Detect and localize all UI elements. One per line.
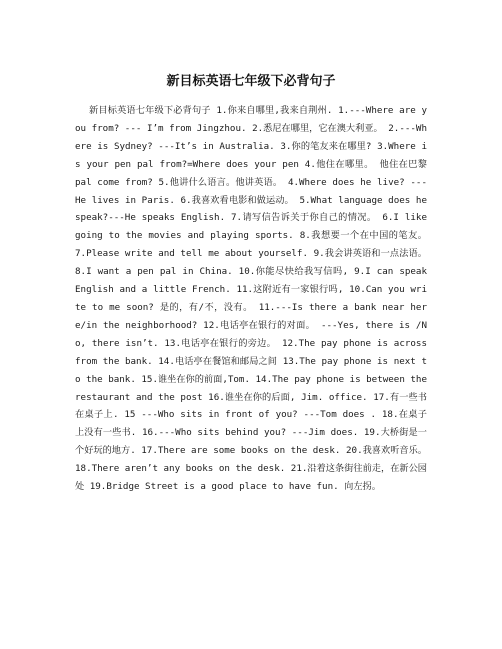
document-body-paragraph: 新目标英语七年级下必背句子 1.你来自哪里,我来自荆州. 1.---Where are you from? --- I’m from Jingzhou. 2.悉尼在哪里，它在澳大利亚。 2.---Where is Sydney? ---It’s in Australia. 3.你的笔友来在哪里? 3.Where is your pen pal from?=Where does your pen 4.他住在哪里。 他住在巴黎 pal come from? 5.他讲什么语言。他讲英语。 4.Where does he live? ---He lives in Paris. 6.我喜欢看电影和做运动。 5.What language does he speak?---He speaks English. 7.请写信告诉关于你自己的情况。 6.I like going to the movies and playing sports. 8.我想要一个在中国的笔友。 7.Please write and tell me about yourself. 9.我会讲英语和一点法语。 8.I want a pen pal in China. 10.你能尽快给我写信吗, 9.I can speak English and a little French. 11.这附近有一家银行吗, 10.Can you write to me soon? 是的，有/不，没有。 11.---Is there a bank near here/in the neighborhood? 12.电话亭在银行的对面。 ---Yes, there is /No, there isn’t. 13.电话亭在银行的旁边。 12.The pay phone is across from the bank. 14.电话亭在餐馆和邮局之间 13.The pay phone is next to the bank. 15.谁坐在你的前面,Tom. 14.The pay phone is between the restaurant and the post 16.谁坐在你的后面, Jim. office. 17.有一些书在桌子上. 15 ---Who sits in front of you? ---Tom does . 18.在桌子上没有一些书. 16.---Who sits behind you? ---Jim does. 19.大桥街是一个好玩的地方. 17.There are some books on the desk. 20.我喜欢听音乐。 18.There aren’t any books on the desk. 21.沿着这条街往前走，在新公园处 19.Bridge Street is a good place to have fun. 向左拐。 xyxy=(75,105,427,493)
document-title: 新目标英语七年级下必背句子 xyxy=(166,74,336,89)
